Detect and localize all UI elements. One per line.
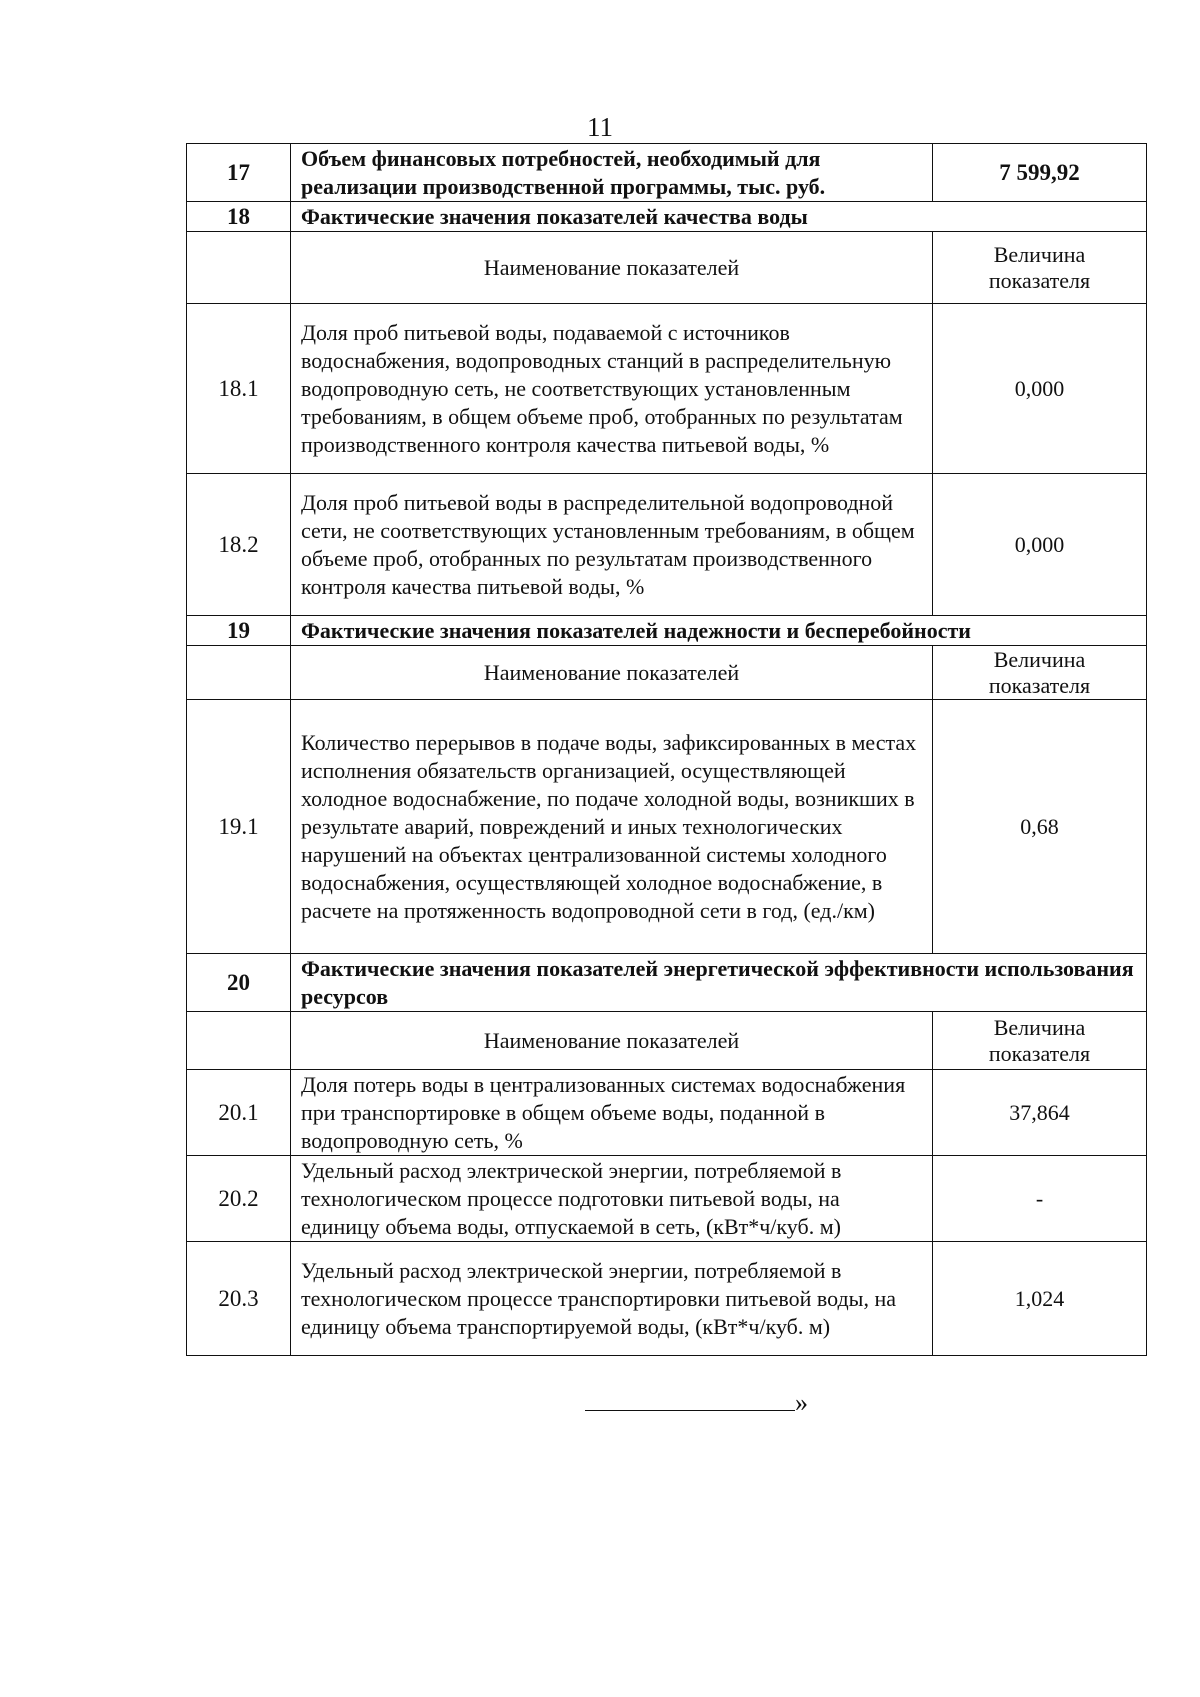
row-number: 20.2 (187, 1156, 291, 1242)
section-row-18 (187, 202, 1147, 232)
row-number: 17 (187, 144, 291, 202)
page-number: 11 (587, 112, 613, 142)
section-row-20 (187, 954, 1147, 1012)
row-value: 37,864 (933, 1070, 1147, 1156)
section-row-19 (187, 616, 1147, 646)
column-header-value: Величина показателя (933, 1012, 1147, 1070)
row-number: 20.1 (187, 1070, 291, 1156)
row-text: Количество перерывов в подаче воды, зафиксированных в местах исполнения обязательств организацией, осуществляющей холодное водоснабжение, по подаче холодной воды, возникших в результате аварий, повреждений и иных технологических нарушений на объектах централизованной системы холодного водоснабжения, осуществляющей холодное водоснабжение, в расчете на протяженность водопроводной сети в год, (ед./км) (291, 700, 933, 954)
table-row-20-3 (187, 1242, 1147, 1356)
table-row-18-1 (187, 304, 1147, 474)
row-text: Доля потерь воды в централизованных системах водоснабжения при транспортировке в общем объеме воды, поданной в водопроводную сеть, % (291, 1070, 933, 1156)
indicators-table (186, 143, 1147, 1356)
table-row-17 (187, 144, 1147, 202)
row-number: 19.1 (187, 700, 291, 954)
section-title: Фактические значения показателей надежности и бесперебойности (291, 616, 1147, 646)
empty-cell (187, 232, 291, 304)
row-number: 18.1 (187, 304, 291, 474)
row-text: Удельный расход электрической энергии, потребляемой в технологическом процессе транспортировки питьевой воды, на единицу объема транспортируемой воды, (кВт*ч/куб. м) (291, 1242, 933, 1356)
section-number: 18 (187, 202, 291, 232)
row-number: 18.2 (187, 474, 291, 616)
table-row-20-1 (187, 1070, 1147, 1156)
row-text: Доля проб питьевой воды в распределительной водопроводной сети, не соответствующих установленным требованиям, в общем объеме проб, отобранных по результатам производственного контроля качества питьевой воды, % (291, 474, 933, 616)
row-number: 20.3 (187, 1242, 291, 1356)
row-value: 0,000 (933, 304, 1147, 474)
row-value: 7 599,92 (933, 144, 1147, 202)
blank-line (585, 1400, 795, 1411)
section-number: 20 (187, 954, 291, 1012)
table-row-20-2 (187, 1156, 1147, 1242)
column-header-name: Наименование показателей (291, 646, 933, 700)
section-title: Фактические значения показателей качества воды (291, 202, 1147, 232)
column-header-value: Величина показателя (933, 646, 1147, 700)
row-value: - (933, 1156, 1147, 1242)
table-row-18-2 (187, 474, 1147, 616)
row-text: Удельный расход электрической энергии, потребляемой в технологическом процессе подготовки питьевой воды, на единицу объема воды, отпускаемой в сеть, (кВт*ч/куб. м) (291, 1156, 933, 1242)
column-header-name: Наименование показателей (291, 1012, 933, 1070)
column-header-value: Величина показателя (933, 232, 1147, 304)
header-row-18 (187, 232, 1147, 304)
section-number: 19 (187, 616, 291, 646)
row-text: Доля проб питьевой воды, подаваемой с источников водоснабжения, водопроводных станций в распределительную водопроводную сеть, не соответствующих установленным требованиям, в общем объеме проб, отобранных по результатам производственного контроля качества питьевой воды, % (291, 304, 933, 474)
empty-cell (187, 646, 291, 700)
section-title: Фактические значения показателей энергетической эффективности использования ресурсов (291, 954, 1147, 1012)
closing-signature-line (585, 1388, 808, 1418)
column-header-name: Наименование показателей (291, 232, 933, 304)
row-value: 0,000 (933, 474, 1147, 616)
table-row-19-1 (187, 700, 1147, 954)
header-row-19 (187, 646, 1147, 700)
row-value: 0,68 (933, 700, 1147, 954)
closing-quote: » (795, 1388, 808, 1417)
row-value: 1,024 (933, 1242, 1147, 1356)
header-row-20 (187, 1012, 1147, 1070)
row-text: Объем финансовых потребностей, необходимый для реализации производственной программы, тыс. руб. (291, 144, 933, 202)
empty-cell (187, 1012, 291, 1070)
